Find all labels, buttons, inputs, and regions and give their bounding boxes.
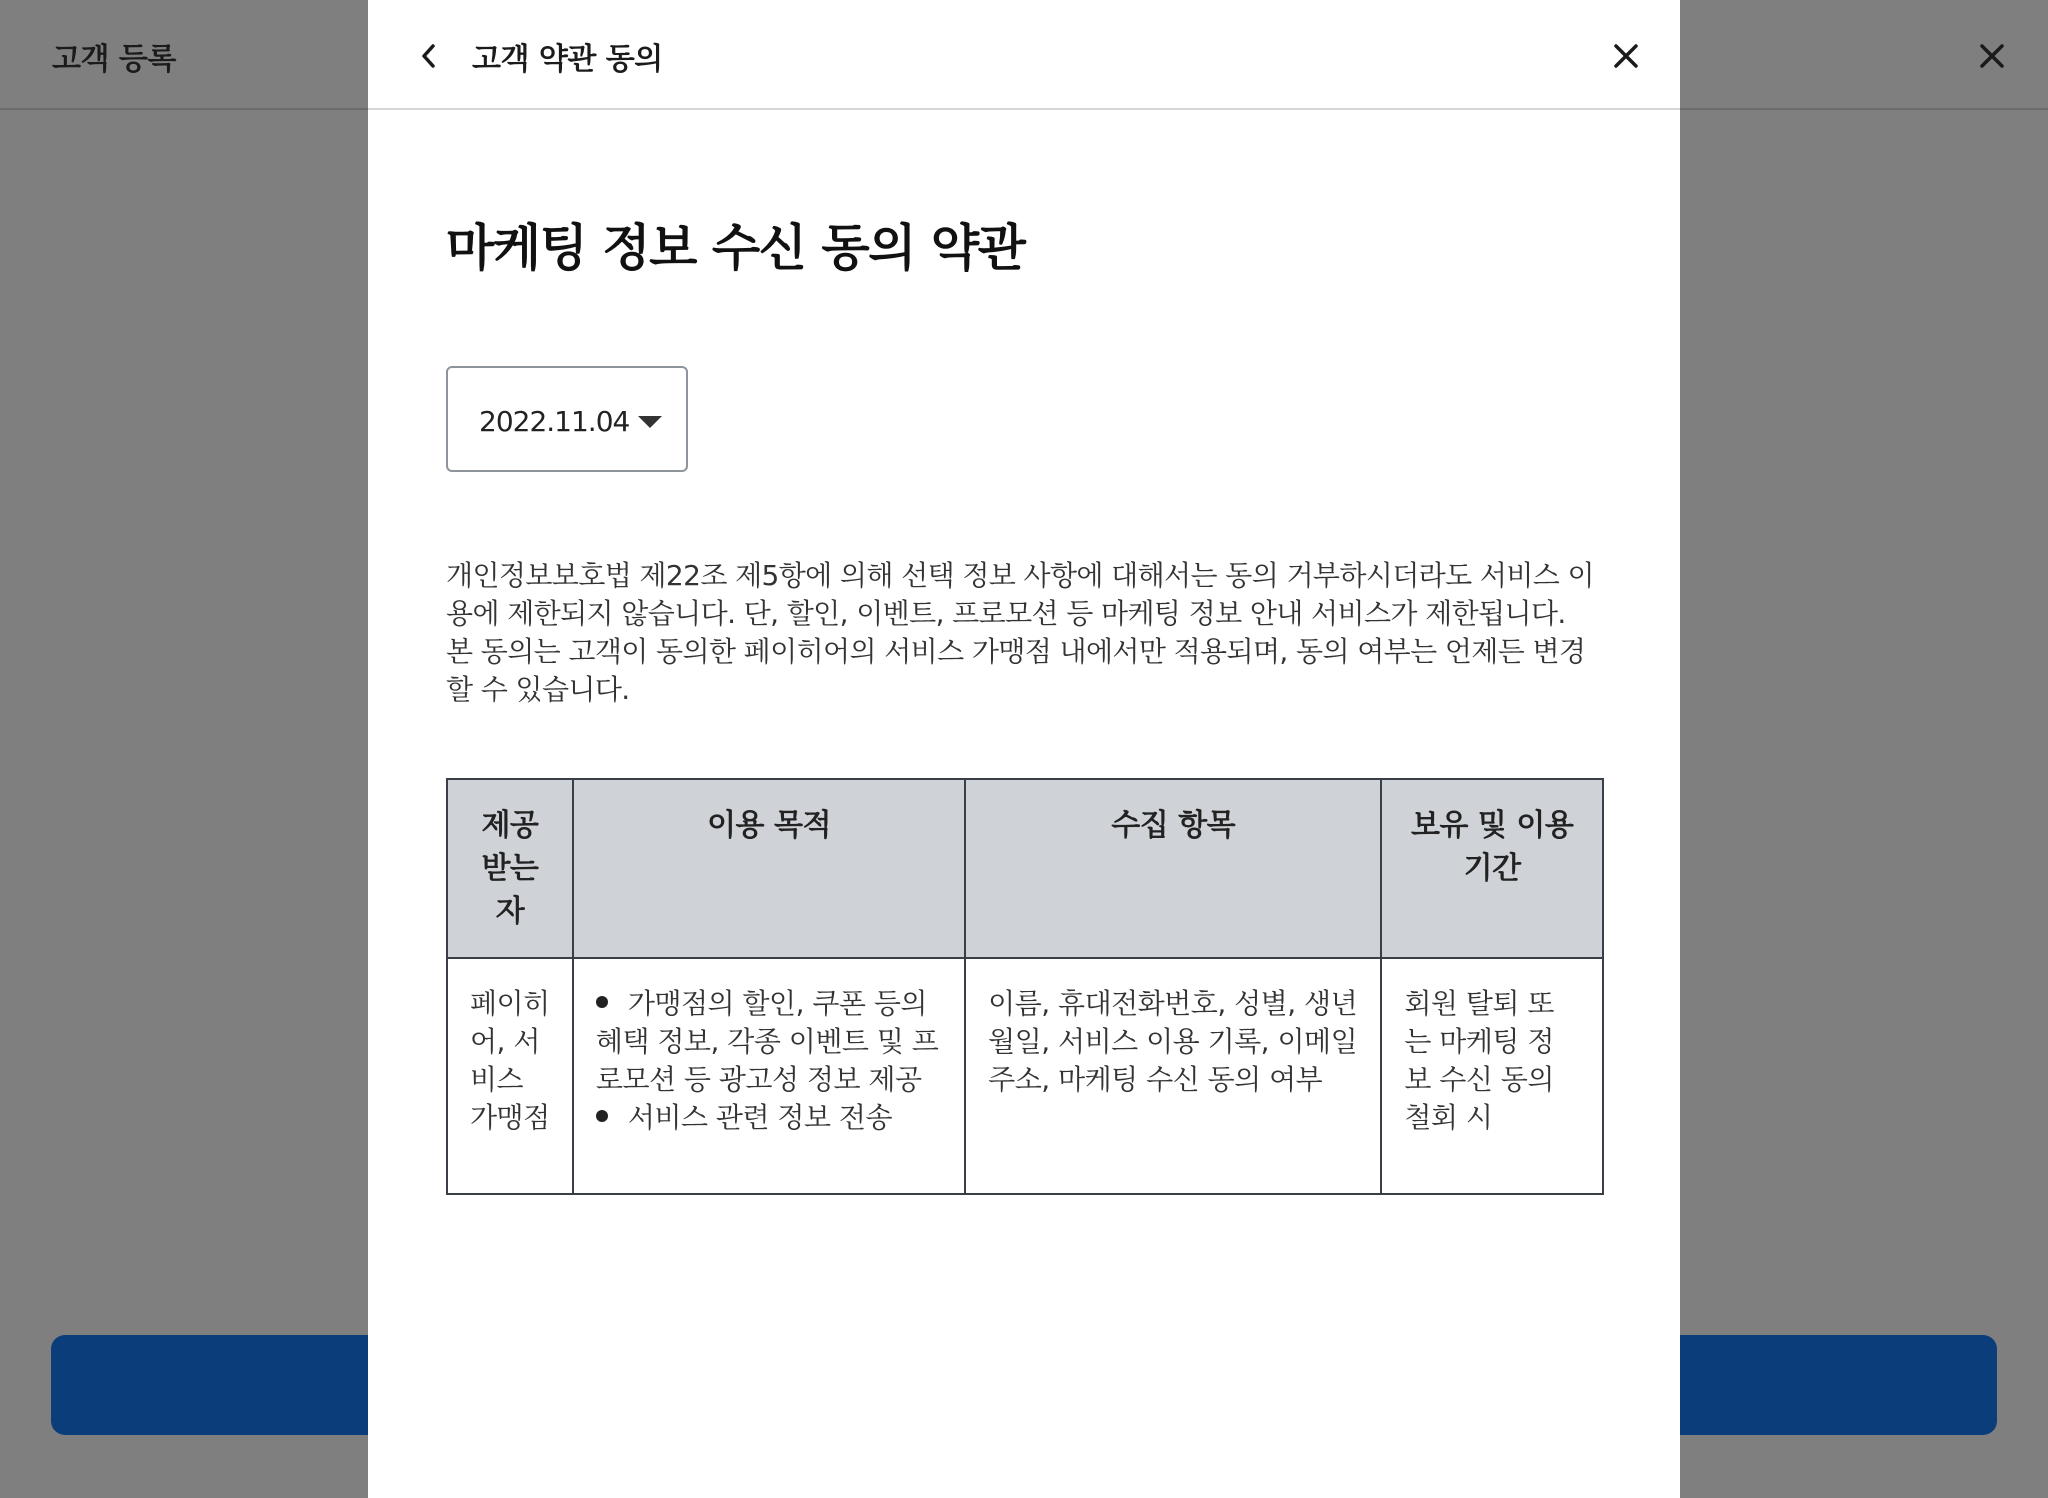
purpose-text: 가맹점의 할인, 쿠폰 등의 혜택 정보, 각종 이벤트 및 프로모션 등 광고성 정보 제공 [595,987,939,1096]
cell-items: 이름, 휴대전화번호, 성별, 생년월일, 서비스 이용 기록, 이메일 주소, 마케팅 수신 동의 여부 [965,958,1381,1194]
list-item [596,985,942,1099]
column-header-recipient: 제공 받는 자 [447,779,573,958]
cell-recipient: 페이히어, 서비스 가맹점 [447,958,573,1194]
table-header-row [447,779,1603,958]
terms-modal [368,0,1680,1498]
close-button[interactable] [1604,34,1648,78]
modal-title: 고객 약관 동의 [472,42,663,77]
terms-table [446,778,1604,1195]
notice-paragraph: 개인정보보호법 제22조 제5항에 의해 선택 정보 사항에 대해서는 동의 거부하시더라도 서비스 이용에 제한되지 않습니다. 단, 할인, 이벤트, 프로모션 등 마케팅 정보 안내 서비스가 제한됩니다. [446,559,1594,630]
consent-notice [446,557,1606,709]
cell-purpose [573,958,965,1194]
close-icon [1604,34,1648,78]
notice-paragraph: 본 동의는 고객이 동의한 페이히어의 서비스 가맹점 내에서만 적용되며, 동의 여부는 언제든 변경할 수 있습니다. [446,635,1586,706]
background-page-title: 고객 등록 [52,42,176,77]
bullet-icon [596,1110,608,1122]
column-header-purpose: 이용 목적 [573,779,965,958]
column-header-items: 수집 항목 [965,779,1381,958]
document-title: 마케팅 정보 수신 동의 약관 [446,219,1025,277]
back-button[interactable] [406,34,450,78]
purpose-list [596,985,942,1137]
bullet-icon [596,996,608,1008]
list-item [596,1099,942,1137]
column-header-period: 보유 및 이용 기간 [1381,779,1603,958]
version-select-value: 2022.11.04 [479,405,630,438]
background-close-icon [1972,36,2012,76]
version-select[interactable] [446,366,688,472]
table-row [447,958,1603,1194]
caret-down-icon [638,416,662,428]
purpose-text: 서비스 관련 정보 전송 [627,1101,893,1134]
modal-header [368,0,1680,110]
chevron-left-icon [406,34,450,78]
cell-period: 회원 탈퇴 또는 마케팅 정보 수신 동의 철회 시 [1381,958,1603,1194]
